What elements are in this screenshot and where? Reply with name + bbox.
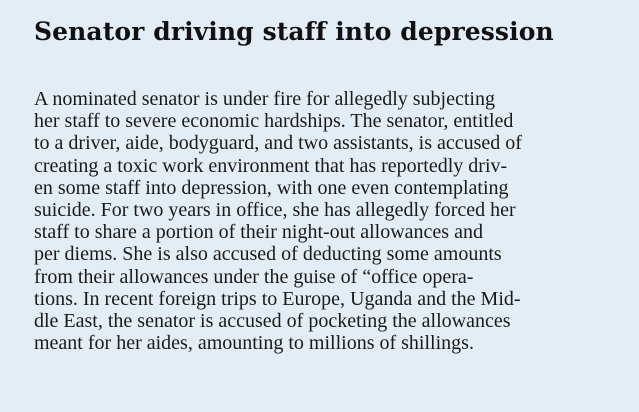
article-line-1: A nominated senator is under fire for allegedly subjecting	[34, 88, 495, 110]
article-line-12: meant for her aides, amounting to millions of shillings.	[34, 332, 474, 355]
article-line-6: suicide. For two years in office, she has allegedly forced her	[34, 199, 516, 222]
article-line-5: en some staff into depression, with one even contemplating	[34, 176, 509, 199]
article-line-4: creating a toxic work environment that has reportedly driv-	[34, 154, 508, 177]
article-line-9: from their allowances under the guise of “office opera-	[34, 265, 474, 288]
article-line-8: per diems. She is also accused of deducting some amounts	[34, 243, 502, 266]
article-line-7: staff to share a portion of their night-out allowances and	[34, 221, 483, 244]
article-headline: Senator driving staff into depression	[34, 17, 554, 46]
article-line-3: to a driver, aide, bodyguard, and two assistants, is accused of	[34, 132, 522, 155]
article-body	[34, 88, 620, 354]
article-line-2: her staff to severe economic hardships. The senator, entitled	[34, 110, 514, 133]
article-line-11: dle East, the senator is accused of pocketing the allowances	[34, 310, 511, 333]
article-line-10: tions. In recent foreign trips to Europe, Uganda and the Mid-	[34, 287, 521, 310]
